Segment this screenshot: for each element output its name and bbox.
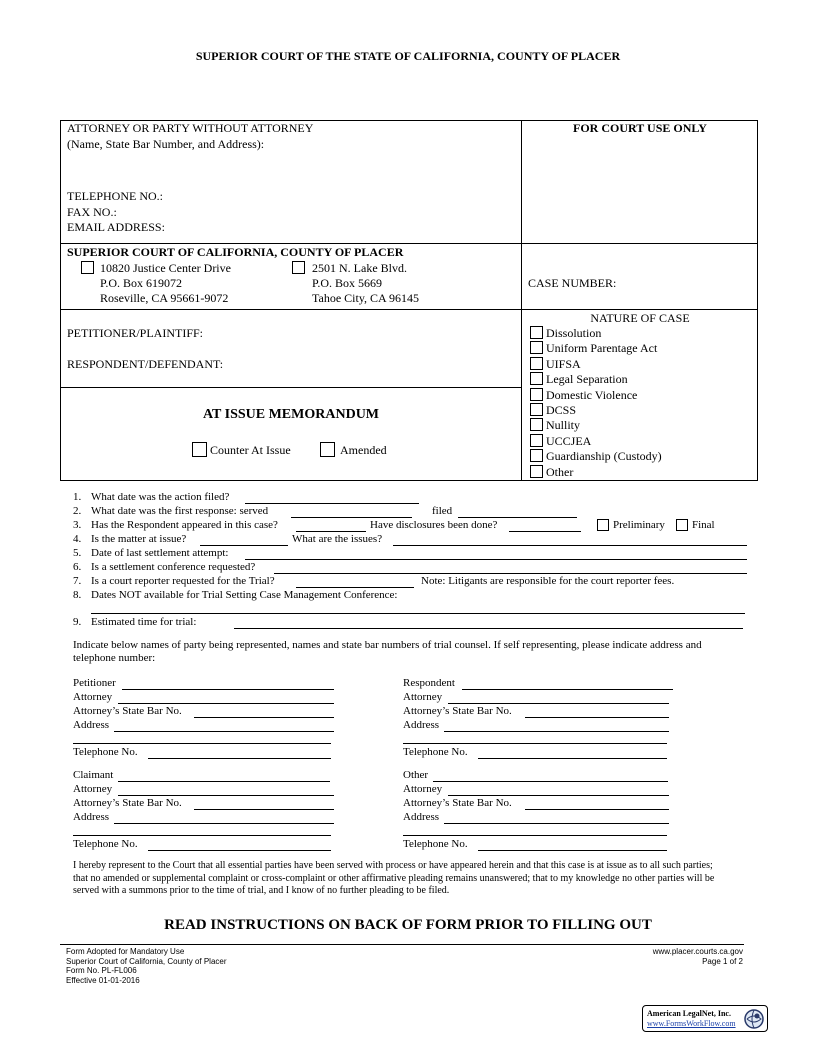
address-label: Address bbox=[403, 811, 440, 823]
nature-item-uccjea[interactable]: UCCJEA bbox=[530, 434, 662, 449]
q2-number: 2. bbox=[73, 505, 82, 517]
petitioner-address-field-2[interactable] bbox=[73, 733, 331, 744]
tahoe-address-3: Tahoe City, CA 96145 bbox=[312, 291, 420, 305]
claimant-address-field[interactable] bbox=[114, 811, 334, 824]
nature-item-dcss[interactable]: DCSS bbox=[530, 403, 662, 418]
vendor-name: American LegalNet, Inc. bbox=[647, 1009, 731, 1018]
attorney-label: Attorney bbox=[73, 691, 113, 703]
bar-label: Attorney’s State Bar No. bbox=[403, 797, 512, 809]
q3-disclosures-label: Have disclosures been done? bbox=[370, 519, 498, 531]
counter-at-issue-label: Counter At Issue bbox=[210, 443, 291, 457]
roseville-address-1: 10820 Justice Center Drive bbox=[100, 261, 231, 275]
nature-checkbox[interactable] bbox=[530, 449, 543, 462]
claimant-bar-field[interactable] bbox=[194, 797, 334, 810]
footer-page: Page 1 of 2 bbox=[702, 956, 743, 966]
q7-text: Is a court reporter requested for the Trial? bbox=[91, 575, 275, 587]
q1-number: 1. bbox=[73, 491, 82, 503]
q5-field[interactable] bbox=[245, 547, 747, 560]
q7-number: 7. bbox=[73, 575, 82, 587]
q8-text: Dates NOT available for Trial Setting Case Management Conference: bbox=[91, 589, 398, 601]
q2-served-field[interactable] bbox=[291, 505, 412, 518]
tahoe-checkbox[interactable] bbox=[292, 261, 305, 274]
footer-url[interactable]: www.placer.courts.ca.gov bbox=[652, 947, 743, 956]
other-address-field-2[interactable] bbox=[403, 825, 667, 836]
nature-checkbox[interactable] bbox=[530, 434, 543, 447]
address-label: Address bbox=[403, 719, 440, 731]
final-label: Final bbox=[692, 519, 715, 531]
footer-form-no: Form No. PL-FL006 bbox=[66, 966, 137, 975]
footer-rule bbox=[60, 944, 744, 945]
claimant-attorney-field[interactable] bbox=[118, 783, 334, 796]
nature-item-uifsa[interactable]: UIFSA bbox=[530, 357, 662, 372]
respondent-label: Respondent bbox=[403, 677, 455, 689]
q4-number: 4. bbox=[73, 533, 82, 545]
roseville-checkbox[interactable] bbox=[81, 261, 94, 274]
vendor-badge[interactable] bbox=[642, 1005, 768, 1032]
bar-label: Attorney’s State Bar No. bbox=[73, 797, 182, 809]
claimant-phone-field[interactable] bbox=[148, 838, 331, 851]
q3-text: Has the Respondent appeared in this case? bbox=[91, 519, 278, 531]
phone-label: Telephone No. bbox=[73, 746, 138, 758]
other-attorney-field[interactable] bbox=[448, 783, 669, 796]
q3-number: 3. bbox=[73, 519, 82, 531]
q5-number: 5. bbox=[73, 547, 82, 559]
footer-left bbox=[66, 947, 227, 985]
footer-right bbox=[653, 947, 743, 966]
nature-item-separation[interactable]: Legal Separation bbox=[530, 372, 662, 387]
telephone-label: TELEPHONE NO.: bbox=[67, 189, 163, 203]
case-number-label: CASE NUMBER: bbox=[528, 276, 617, 290]
petitioner-name-field[interactable] bbox=[122, 677, 334, 690]
q1-date-field[interactable] bbox=[245, 491, 419, 504]
q2-filed-field[interactable] bbox=[458, 505, 577, 518]
footer-effective: Effective 01-01-2016 bbox=[66, 975, 140, 985]
nature-checkbox[interactable] bbox=[530, 465, 543, 478]
q8-number: 8. bbox=[73, 589, 82, 601]
nature-checkbox[interactable] bbox=[530, 341, 543, 354]
roseville-address-2: P.O. Box 619072 bbox=[100, 276, 183, 290]
nature-title: NATURE OF CASE bbox=[590, 311, 690, 325]
vendor-url[interactable]: www.FormsWorkFlow.com bbox=[647, 1019, 736, 1028]
petitioner-bar-field[interactable] bbox=[194, 705, 334, 718]
attorney-sublabel: (Name, State Bar Number, and Address): bbox=[67, 137, 265, 151]
respondent-address-field[interactable] bbox=[444, 719, 669, 732]
q2-filed-label: filed bbox=[432, 505, 453, 517]
court-name: SUPERIOR COURT OF CALIFORNIA, COUNTY OF PLACER bbox=[67, 245, 404, 259]
q4-at-issue-field[interactable] bbox=[200, 533, 288, 546]
nature-item-parentage[interactable]: Uniform Parentage Act bbox=[530, 341, 662, 356]
phone-label: Telephone No. bbox=[403, 746, 468, 758]
respondent-address-field-2[interactable] bbox=[403, 733, 667, 744]
petitioner-phone-field[interactable] bbox=[148, 746, 331, 759]
q9-number: 9. bbox=[73, 616, 82, 628]
amended-checkbox[interactable] bbox=[320, 442, 335, 457]
q3-disclosures-field[interactable] bbox=[509, 519, 581, 532]
bar-label: Attorney’s State Bar No. bbox=[403, 705, 512, 717]
q6-text: Is a settlement conference requested? bbox=[91, 561, 256, 573]
q4-issues-field[interactable] bbox=[393, 533, 747, 546]
court-header: SUPERIOR COURT OF THE STATE OF CALIFORNIA, COUNTY OF PLACER bbox=[195, 49, 621, 63]
petitioner-label: PETITIONER/PLAINTIFF: bbox=[67, 326, 203, 340]
q4-text: Is the matter at issue? bbox=[91, 533, 187, 545]
caption-divider bbox=[521, 120, 522, 481]
respondent-phone-field[interactable] bbox=[478, 746, 667, 759]
respondent-bar-field[interactable] bbox=[525, 705, 669, 718]
fax-label: FAX NO.: bbox=[67, 205, 117, 219]
nature-checkbox[interactable] bbox=[530, 418, 543, 431]
attorney-label: Attorney bbox=[73, 783, 113, 795]
address-label: Address bbox=[73, 811, 110, 823]
nature-checkbox[interactable] bbox=[530, 388, 543, 401]
footer-adopted: Form Adopted for Mandatory Use bbox=[66, 947, 185, 956]
petitioner-label: Petitioner bbox=[73, 677, 116, 689]
bar-label: Attorney’s State Bar No. bbox=[73, 705, 182, 717]
memo-title: AT ISSUE MEMORANDUM bbox=[202, 407, 380, 422]
claimant-label: Claimant bbox=[73, 769, 114, 781]
tahoe-address-2: P.O. Box 5669 bbox=[312, 276, 383, 290]
globe-icon bbox=[743, 1008, 765, 1030]
other-phone-field[interactable] bbox=[478, 838, 667, 851]
tahoe-address-1: 2501 N. Lake Blvd. bbox=[312, 261, 407, 275]
other-name-field[interactable] bbox=[433, 769, 668, 782]
q6-number: 6. bbox=[73, 561, 82, 573]
roseville-address-3: Roseville, CA 95661-9072 bbox=[100, 291, 229, 305]
q7-note: Note: Litigants are responsible for the court reporter fees. bbox=[421, 575, 675, 587]
nature-item-domestic-violence[interactable]: Domestic Violence bbox=[530, 388, 662, 403]
preliminary-label: Preliminary bbox=[613, 519, 665, 531]
email-label: EMAIL ADDRESS: bbox=[67, 220, 165, 234]
other-address-field[interactable] bbox=[444, 811, 669, 824]
amended-label: Amended bbox=[340, 443, 387, 457]
petitioner-attorney-field[interactable] bbox=[118, 691, 334, 704]
preliminary-checkbox[interactable] bbox=[597, 519, 609, 531]
q6-field[interactable] bbox=[274, 561, 747, 574]
other-label: Other bbox=[403, 769, 429, 781]
q1-text: What date was the action filed? bbox=[91, 491, 230, 503]
nature-item-guardianship[interactable]: Guardianship (Custody) bbox=[530, 449, 662, 464]
respondent-attorney-field[interactable] bbox=[448, 691, 669, 704]
q9-text: Estimated time for trial: bbox=[91, 616, 197, 628]
q2-text: What date was the first response: served bbox=[91, 505, 269, 517]
claimant-address-field-2[interactable] bbox=[73, 825, 331, 836]
q8-field[interactable] bbox=[91, 603, 745, 614]
phone-label: Telephone No. bbox=[403, 838, 468, 850]
q9-field[interactable] bbox=[234, 616, 743, 629]
petitioner-address-field[interactable] bbox=[114, 719, 334, 732]
counter-at-issue-checkbox[interactable] bbox=[192, 442, 207, 457]
respondent-name-field[interactable] bbox=[462, 677, 673, 690]
respondent-label: RESPONDENT/DEFENDANT: bbox=[67, 357, 224, 371]
q3-appeared-field[interactable] bbox=[296, 519, 366, 532]
court-use-only: FOR COURT USE ONLY bbox=[573, 121, 707, 135]
address-label: Address bbox=[73, 719, 110, 731]
footer-court: Superior Court of California, County of Placer bbox=[66, 956, 227, 966]
nature-checkbox[interactable] bbox=[530, 326, 543, 339]
nature-checkbox[interactable] bbox=[530, 372, 543, 385]
nature-checkbox[interactable] bbox=[530, 357, 543, 370]
certification-text: I hereby represent to the Court that all essential parties have been served with process or have appeared herein and that this case is at issue as to all such parties; that no amended or supplemental complaint or cross-complaint or other affirmative pleading remains unanswered; that to my knowledge no other parties will be served with a summons prior to the time of trial, and I know of no further pleading to be filed. bbox=[73, 860, 715, 896]
q7-field[interactable] bbox=[296, 575, 414, 588]
instructions-banner: READ INSTRUCTIONS ON BACK OF FORM PRIOR TO FILLING OUT bbox=[164, 917, 652, 933]
attorney-label: ATTORNEY OR PARTY WITHOUT ATTORNEY bbox=[67, 121, 314, 135]
q5-text: Date of last settlement attempt: bbox=[91, 547, 229, 559]
attorney-label: Attorney bbox=[403, 783, 443, 795]
nature-item-dissolution[interactable]: Dissolution bbox=[530, 326, 662, 341]
nature-list bbox=[530, 326, 662, 480]
claimant-name-field[interactable] bbox=[118, 769, 330, 782]
q4-issues-label: What are the issues? bbox=[292, 533, 383, 545]
final-checkbox[interactable] bbox=[676, 519, 688, 531]
nature-item-nullity[interactable]: Nullity bbox=[530, 418, 662, 433]
nature-checkbox[interactable] bbox=[530, 403, 543, 416]
nature-item-other[interactable]: Other bbox=[530, 465, 662, 480]
other-bar-field[interactable] bbox=[525, 797, 669, 810]
attorney-label: Attorney bbox=[403, 691, 443, 703]
phone-label: Telephone No. bbox=[73, 838, 138, 850]
counsel-intro: Indicate below names of party being represented, names and state bar numbers of trial counsel. If self representing, please indicate address and telephone number: bbox=[73, 639, 702, 664]
